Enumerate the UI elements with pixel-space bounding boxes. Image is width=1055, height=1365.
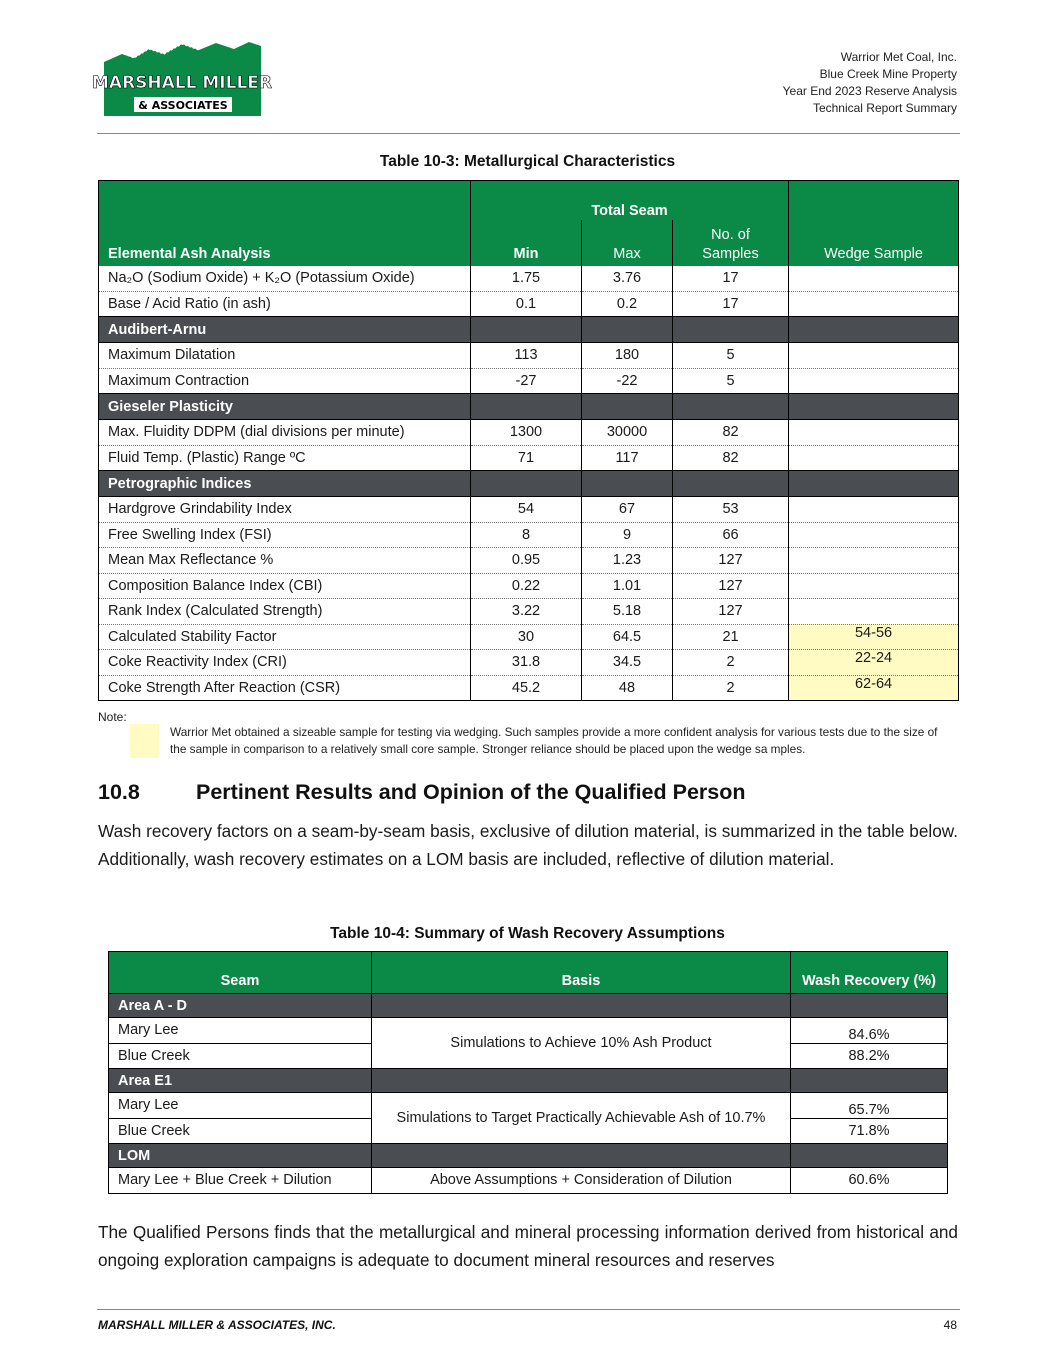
section-label: Area A - D: [109, 994, 372, 1018]
basis-cell: Above Assumptions + Consideration of Dilution: [372, 1168, 791, 1194]
section-number: 10.8: [98, 780, 140, 804]
table-row: [99, 497, 959, 523]
samples-cell: 5: [673, 343, 789, 369]
wedge-cell: [789, 497, 959, 523]
recovery-cell: 88.2%: [791, 1043, 948, 1069]
wedge-cell: 54-56: [789, 624, 959, 650]
header-spacer: [789, 181, 959, 221]
paragraph-2: The Qualified Persons finds that the metallurgical and mineral processing information derived from historical and ongoing exploration campaigns is adequate to document mineral resources and reserves: [98, 1222, 958, 1270]
section-label: LOM: [109, 1144, 372, 1168]
recovery-cell: 84.6%: [791, 1018, 948, 1044]
section-row: [109, 994, 948, 1018]
table-row: [99, 624, 959, 650]
wedge-cell: [789, 343, 959, 369]
min-cell: 3.22: [471, 599, 582, 625]
row-label: Base / Acid Ratio (in ash): [99, 291, 471, 317]
wedge-cell: [789, 445, 959, 471]
recovery-cell: 65.7%: [791, 1093, 948, 1119]
min-cell: 45.2: [471, 675, 582, 701]
company-logo: [92, 40, 272, 116]
max-cell: 67: [582, 497, 673, 523]
samples-cell: 127: [673, 573, 789, 599]
row-label: Maximum Contraction: [99, 368, 471, 394]
logo-text-2: & ASSOCIATES: [138, 99, 228, 112]
min-cell: 0.1: [471, 291, 582, 317]
section-heading: [98, 780, 746, 805]
wedge-cell: [789, 266, 959, 291]
wedge-cell: [789, 548, 959, 574]
min-cell: 113: [471, 343, 582, 369]
table-header-row: [99, 220, 959, 266]
table-row: [99, 599, 959, 625]
table-row: [109, 1093, 948, 1119]
header-line: Year End 2023 Reserve Analysis: [782, 84, 957, 98]
wedge-cell: [789, 420, 959, 446]
section-row: [99, 317, 959, 343]
max-cell: 30000: [582, 420, 673, 446]
col-header: Basis: [372, 952, 791, 994]
row-label: Coke Strength After Reaction (CSR): [99, 675, 471, 701]
section-label: Petrographic Indices: [99, 471, 471, 497]
min-cell: 30: [471, 624, 582, 650]
row-label: Hardgrove Grindability Index: [99, 497, 471, 523]
wedge-cell: [789, 368, 959, 394]
header-spacer: [99, 181, 471, 221]
max-cell: 48: [582, 675, 673, 701]
table4-caption: Table 10-4: Summary of Wash Recovery Assumptions: [330, 925, 725, 942]
paragraph-1: Wash recovery factors on a seam-by-seam basis, exclusive of dilution material, is summarized in the table below. Additionally, wash recovery estimates on a LOM basis are included, reflective of dilution material.: [98, 821, 958, 869]
metallurgical-table: [98, 180, 959, 701]
section-spacer: [789, 394, 959, 420]
min-cell: 8: [471, 522, 582, 548]
seam-cell: Mary Lee + Blue Creek + Dilution: [109, 1168, 372, 1194]
samples-cell: 21: [673, 624, 789, 650]
table-row: [99, 548, 959, 574]
max-cell: 5.18: [582, 599, 673, 625]
max-cell: 117: [582, 445, 673, 471]
basis-cell: Simulations to Achieve 10% Ash Product: [372, 1018, 791, 1069]
samples-cell: 5: [673, 368, 789, 394]
samples-cell: 2: [673, 650, 789, 676]
row-label: Coke Reactivity Index (CRI): [99, 650, 471, 676]
seam-cell: Mary Lee: [109, 1018, 372, 1044]
wedge-cell: [789, 522, 959, 548]
basis-cell: Simulations to Target Practically Achievable Ash of 10.7%: [372, 1093, 791, 1144]
note-text: Warrior Met obtained a sizeable sample for testing via wedging. Such samples provide a more confident analysis for various tests due to the size of the sample in comparison to a relatively small core sample. Stronger reliance should be placed upon the wedge sa mples.: [170, 725, 938, 756]
min-cell: 1300: [471, 420, 582, 446]
table-row: [99, 573, 959, 599]
header-line: Technical Report Summary: [812, 101, 957, 115]
min-cell: 0.95: [471, 548, 582, 574]
max-cell: -22: [582, 368, 673, 394]
section-spacer: [582, 394, 673, 420]
section-row: [99, 471, 959, 497]
table-row: [99, 445, 959, 471]
table-row: [109, 1168, 948, 1194]
table3-caption: Table 10-3: Metallurgical Characteristics: [379, 153, 676, 170]
row-label: Max. Fluidity DDPM (dial divisions per minute): [99, 420, 471, 446]
table-row: [99, 675, 959, 701]
section-spacer: [471, 317, 582, 343]
section-spacer: [582, 471, 673, 497]
footer-divider: [97, 1309, 960, 1310]
max-cell: 1.23: [582, 548, 673, 574]
wedge-cell: [789, 291, 959, 317]
section-row: [109, 1069, 948, 1093]
row-label: Fluid Temp. (Plastic) Range ºC: [99, 445, 471, 471]
section-label: Audibert-Arnu: [99, 317, 471, 343]
page-number: 48: [943, 1318, 957, 1332]
samples-cell: 2: [673, 675, 789, 701]
section-spacer: [471, 471, 582, 497]
min-cell: 71: [471, 445, 582, 471]
table-row: [109, 1018, 948, 1044]
min-cell: -27: [471, 368, 582, 394]
col-header: Wedge Sample: [789, 220, 959, 266]
row-label: Rank Index (Calculated Strength): [99, 599, 471, 625]
min-cell: 54: [471, 497, 582, 523]
table-row: [99, 266, 959, 291]
wedge-cell: 22-24: [789, 650, 959, 676]
col-header: Elemental Ash Analysis: [99, 220, 471, 266]
row-label: Mean Max Reflectance %: [99, 548, 471, 574]
samples-cell: 66: [673, 522, 789, 548]
section-label: Area E1: [109, 1069, 372, 1093]
max-cell: 1.01: [582, 573, 673, 599]
row-label: Free Swelling Index (FSI): [99, 522, 471, 548]
samples-cell: 127: [673, 548, 789, 574]
table-row: [99, 368, 959, 394]
note-label: Note:: [98, 710, 127, 724]
max-cell: 180: [582, 343, 673, 369]
samples-cell: 17: [673, 291, 789, 317]
samples-cell: 53: [673, 497, 789, 523]
col-header: Seam: [109, 952, 372, 994]
max-cell: 64.5: [582, 624, 673, 650]
section-title: Pertinent Results and Opinion of the Qualified Person: [196, 780, 746, 804]
header-line: Blue Creek Mine Property: [819, 67, 957, 81]
section-spacer: [673, 317, 789, 343]
col-header-line: Samples: [702, 246, 759, 262]
col-header-line: No. of: [711, 227, 750, 243]
col-header: Wash Recovery (%): [791, 952, 948, 994]
table-row: [99, 291, 959, 317]
table-row: [99, 522, 959, 548]
col-header: Min: [471, 220, 582, 266]
table-row: [99, 420, 959, 446]
table-header-row: [109, 952, 948, 994]
col-header: [673, 220, 789, 266]
max-cell: 0.2: [582, 291, 673, 317]
min-cell: 1.75: [471, 266, 582, 291]
samples-cell: 127: [673, 599, 789, 625]
header-line: Warrior Met Coal, Inc.: [840, 50, 957, 64]
row-label: Maximum Dilatation: [99, 343, 471, 369]
recovery-cell: 71.8%: [791, 1118, 948, 1144]
section-spacer: [673, 471, 789, 497]
section-spacer: [789, 471, 959, 497]
table-row: [99, 650, 959, 676]
samples-cell: 17: [673, 266, 789, 291]
section-spacer: [471, 394, 582, 420]
samples-cell: 82: [673, 445, 789, 471]
samples-cell: 82: [673, 420, 789, 446]
wedge-cell: [789, 573, 959, 599]
seam-cell: Mary Lee: [109, 1093, 372, 1119]
seam-cell: Blue Creek: [109, 1043, 372, 1069]
table-row: [99, 343, 959, 369]
report-header: [783, 49, 957, 117]
max-cell: 3.76: [582, 266, 673, 291]
section-spacer: [582, 317, 673, 343]
row-label: Na₂O (Sodium Oxide) + K₂O (Potassium Oxide): [99, 266, 471, 291]
footer-company: MARSHALL MILLER & ASSOCIATES, INC.: [98, 1318, 336, 1332]
wedge-cell: [789, 599, 959, 625]
section-spacer: [789, 317, 959, 343]
wedge-cell: 62-64: [789, 675, 959, 701]
min-cell: 31.8: [471, 650, 582, 676]
col-header: Max: [582, 220, 673, 266]
highlight-legend-swatch: [130, 724, 159, 758]
section-row: [99, 394, 959, 420]
group-header: Total Seam: [471, 181, 789, 221]
section-label: Gieseler Plasticity: [99, 394, 471, 420]
max-cell: 9: [582, 522, 673, 548]
logo-text-1: MARSHALL MILLER: [92, 73, 272, 93]
recovery-cell: 60.6%: [791, 1168, 948, 1194]
wash-recovery-table: [108, 951, 948, 1194]
table-header-row: [99, 181, 959, 221]
section-spacer: [673, 394, 789, 420]
row-label: Calculated Stability Factor: [99, 624, 471, 650]
section-row: [109, 1144, 948, 1168]
seam-cell: Blue Creek: [109, 1118, 372, 1144]
row-label: Composition Balance Index (CBI): [99, 573, 471, 599]
max-cell: 34.5: [582, 650, 673, 676]
header-divider: [97, 133, 960, 134]
min-cell: 0.22: [471, 573, 582, 599]
